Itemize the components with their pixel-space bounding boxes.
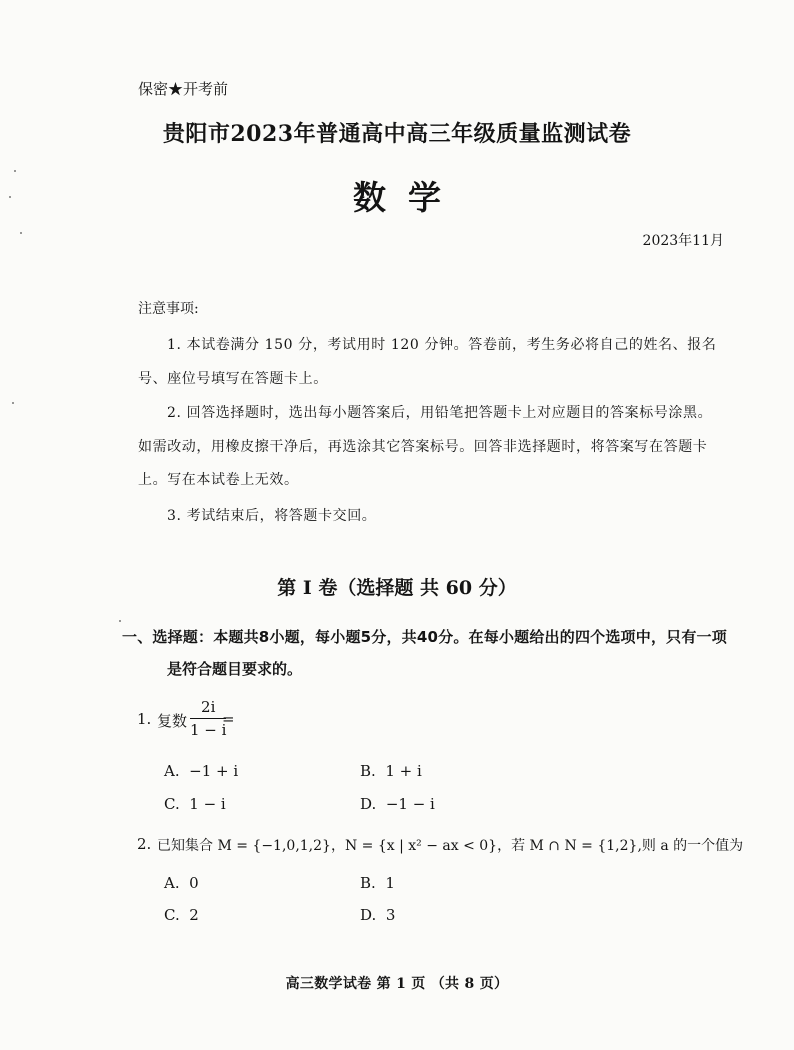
option-d [360,906,395,924]
option-text: 1 [385,874,395,892]
question-stem: 已知集合 M = {−1,0,1,2}，N = {x | x² − ax < 0}，若 M ∩ N = {1,2},则 a 的一个值为 [157,838,744,854]
option-letter: C. [164,906,180,924]
option-text: 3 [385,906,396,924]
option-b [360,762,422,780]
option-text: 1 + i [385,762,422,780]
option-text: −1 + i [189,762,239,780]
option-b [360,874,395,892]
exam-date: 2023年11月 [642,233,724,249]
option-a [164,762,238,780]
question-number: 2. [137,835,152,853]
question-stem-suffix: = [222,710,235,728]
notice-line: 如需改动，用橡皮擦干净后，再选涂其它答案标号。回答非选择题时，将答案写在答题卡 [138,439,708,455]
part-heading-continued: 是符合题目要求的。 [167,660,303,678]
question-number: 1. [137,710,152,728]
fraction [190,698,226,739]
option-c [164,906,199,924]
option-d [360,795,435,813]
scan-speck [119,620,121,622]
option-letter: D. [360,795,377,813]
notice-heading: 注意事项: [138,301,199,317]
notice-line: 号、座位号填写在答题卡上。 [138,371,328,387]
option-letter: B. [360,762,376,780]
exam-title: 贵阳市2023年普通高中高三年级质量监测试卷 [162,121,632,147]
option-c [164,795,226,813]
notice-line: 2. 回答选择题时，选出每小题答案后，用铅笔把答题卡上对应题目的答案标号涂黑。 [167,405,713,421]
notice-line: 3. 考试结束后，将答题卡交回。 [167,508,377,524]
option-letter: C. [164,795,180,813]
section-title: 第 I 卷（选择题 共 60 分） [277,577,517,599]
part-heading: 一、选择题：本题共8小题，每小题5分，共40分。在每小题给出的四个选项中，只有一项 [122,628,727,646]
option-letter: B. [360,874,376,892]
option-a [164,874,199,892]
option-letter: A. [164,874,180,892]
option-text: −1 − i [385,795,435,813]
fraction-denominator: 1 − i [190,721,227,739]
scan-speck [12,402,14,404]
option-letter: A. [164,762,180,780]
notice-line: 1. 本试卷满分 150 分，考试用时 120 分钟。答卷前，考生务必将自己的姓名、报名 [167,337,717,353]
option-text: 1 − i [189,795,226,813]
page-footer: 高三数学试卷 第 1 页 （共 8 页） [285,976,509,992]
fraction-numerator: 2i [190,698,226,719]
subject-title: 数学 [353,178,463,217]
option-text: 0 [189,874,199,892]
question-stem-prefix: 复数 [157,712,188,730]
confidential-label: 保密★开考前 [138,80,229,98]
notice-line: 上。写在本试卷上无效。 [138,472,299,488]
option-letter: D. [360,906,377,924]
scan-speck [20,232,22,234]
option-text: 2 [189,906,199,924]
